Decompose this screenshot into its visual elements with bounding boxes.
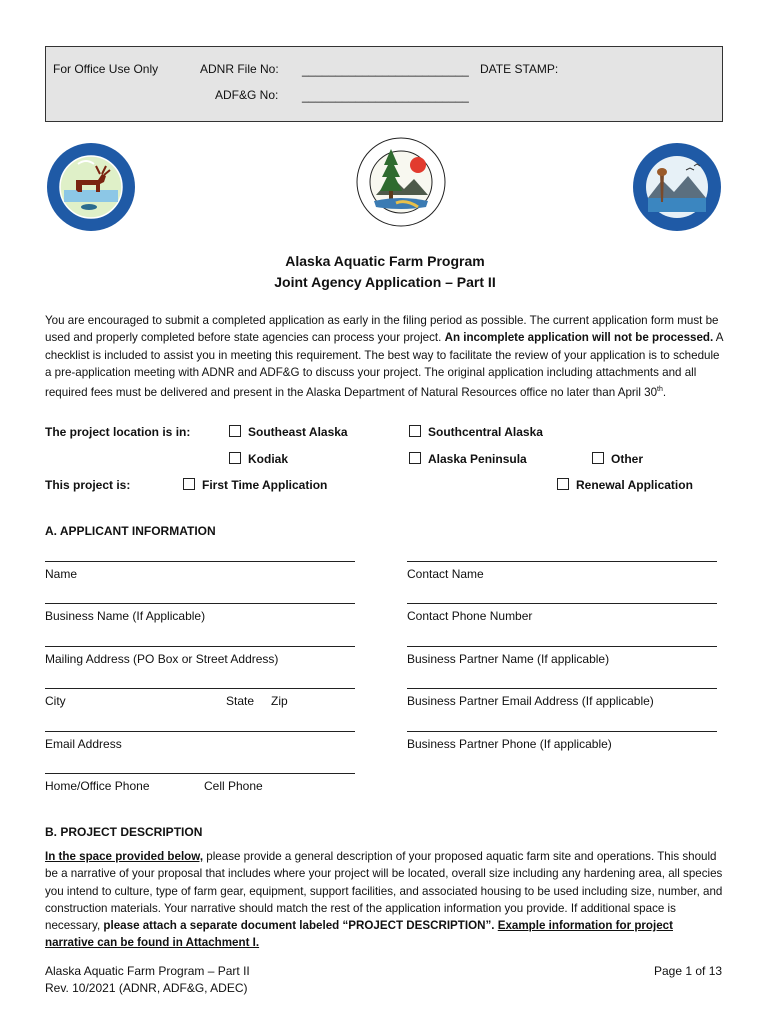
partner-email-label: Business Partner Email Address (If applicable) — [407, 694, 654, 708]
adnr-file-label: ADNR File No: — [200, 62, 279, 76]
name-label: Name — [45, 567, 78, 581]
page-subtitle: Joint Agency Application – Part II — [274, 274, 496, 290]
state-label: State — [226, 694, 255, 708]
fish-and-game-seal — [46, 142, 136, 232]
adfg-no-label: ADF&G No: — [215, 88, 279, 102]
partner-name-field[interactable] — [407, 646, 717, 647]
city-state-zip-field[interactable] — [45, 688, 355, 689]
date-stamp-label: DATE STAMP: — [480, 62, 559, 76]
email-label: Email Address — [45, 737, 122, 751]
contact-phone-field[interactable] — [407, 603, 717, 604]
environmental-conservation-seal — [632, 142, 722, 232]
project-option-renewal[interactable]: Renewal Application — [557, 477, 693, 493]
business-name-label: Business Name (If Applicable) — [45, 609, 206, 623]
business-name-field[interactable] — [45, 603, 355, 604]
checkbox-icon[interactable] — [592, 452, 604, 464]
mailing-address-label: Mailing Address (PO Box or Street Address) — [45, 652, 279, 666]
location-option-alaska-peninsula[interactable]: Alaska Peninsula — [409, 451, 527, 467]
project-type-label: This project is: — [45, 478, 131, 492]
location-option-other[interactable]: Other — [592, 451, 643, 467]
phone-field[interactable] — [45, 773, 355, 774]
name-field[interactable] — [45, 561, 355, 562]
location-option-southcentral[interactable]: Southcentral Alaska — [409, 424, 543, 440]
page-number: Page 1 of 13 — [654, 964, 723, 978]
home-office-phone-label: Home/Office Phone — [45, 779, 150, 793]
contact-name-field[interactable] — [407, 561, 717, 562]
partner-email-field[interactable] — [407, 688, 717, 689]
partner-phone-label: Business Partner Phone (If applicable) — [407, 737, 612, 751]
checkbox-icon[interactable] — [557, 478, 569, 490]
partner-phone-field[interactable] — [407, 731, 717, 732]
zip-label: Zip — [271, 694, 288, 708]
checkbox-icon[interactable] — [409, 425, 421, 437]
project-description-instructions: In the space provided below, please provide a general description of your proposed aquatic farm site and operations. This should be a narrative of your proposal that includes where your project will be located, overall size including any hardening area, all species you intend to culture, type of farm gear, equipment, support facilities, and associated housing to be used including size, number, and construction materials. Your narrative should match the rest of the application information you provide. If additional space is necessary, please attach a separate document labeled “PROJECT DESCRIPTION”. Example information for project narrative can be found in Attachment I. — [45, 850, 723, 950]
footer-program: Alaska Aquatic Farm Program – Part II — [45, 964, 250, 978]
city-label: City — [45, 694, 66, 708]
mailing-address-field[interactable] — [45, 646, 355, 647]
section-b-heading: B. PROJECT DESCRIPTION — [45, 825, 203, 839]
natural-resources-seal — [356, 137, 446, 227]
location-option-southeast[interactable]: Southeast Alaska — [229, 424, 348, 440]
adfg-no-field[interactable]: _________________________ — [302, 89, 469, 103]
contact-name-label: Contact Name — [407, 567, 484, 581]
office-use-label: For Office Use Only — [53, 62, 159, 76]
office-use-box — [45, 46, 723, 122]
intro-paragraph: You are encouraged to submit a completed application as early in the filing period as possible. The current application form must be used and properly completed before state agencies can process your project. An incomplete application will not be processed. A checklist is included to assist you in meeting this requirement. The best way to facilitate the review of your application is to schedule a pre-application meeting with ADNR and ADF&G to discuss your project. The original application including attachments and all required fees must be delivered and present in the Alaska Department of Natural Resources office no later than April 30th. — [45, 314, 723, 400]
section-a-heading: A. APPLICANT INFORMATION — [45, 524, 216, 538]
project-option-first-time[interactable]: First Time Application — [183, 477, 327, 493]
contact-phone-label: Contact Phone Number — [407, 609, 533, 623]
footer-revision: Rev. 10/2021 (ADNR, ADF&G, ADEC) — [45, 981, 248, 995]
checkbox-icon[interactable] — [183, 478, 195, 490]
checkbox-icon[interactable] — [409, 452, 421, 464]
checkbox-icon[interactable] — [229, 452, 241, 464]
adnr-file-field[interactable]: _________________________ — [302, 63, 469, 77]
partner-name-label: Business Partner Name (If applicable) — [407, 652, 610, 666]
page-title: Alaska Aquatic Farm Program — [285, 253, 485, 269]
cell-phone-label: Cell Phone — [204, 779, 263, 793]
email-field[interactable] — [45, 731, 355, 732]
checkbox-icon[interactable] — [229, 425, 241, 437]
location-option-kodiak[interactable]: Kodiak — [229, 451, 288, 467]
location-label: The project location is in: — [45, 425, 191, 439]
